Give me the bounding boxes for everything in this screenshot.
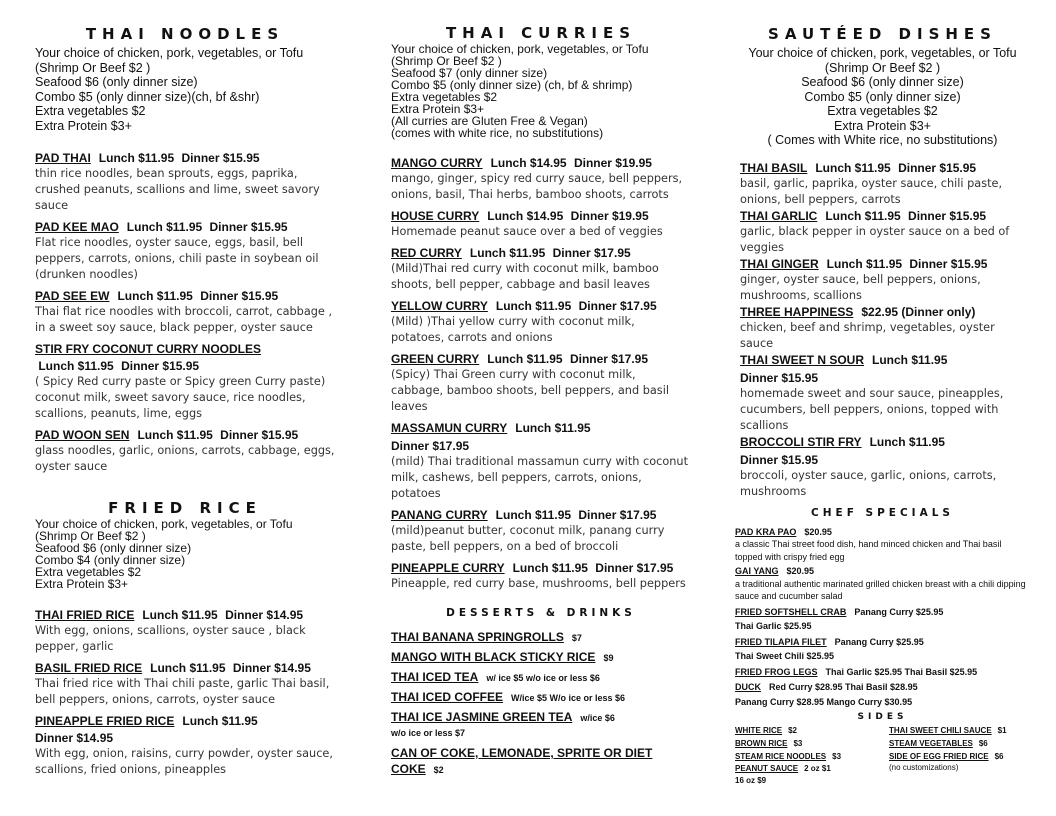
item-name: BASIL FRIED RICE — [35, 661, 143, 675]
chef-item-name: PAD KRA PAO — [735, 526, 797, 537]
intro-line: Extra vegetables $2 — [35, 565, 142, 579]
desserts-list — [391, 630, 691, 778]
side-item — [735, 763, 831, 774]
menu-item-broccoli-stir-fry — [740, 434, 1030, 500]
item-name: THAI FRIED RICE — [35, 608, 135, 622]
item-dinner-price: Dinner $15.95 — [209, 220, 288, 234]
item-name: THAI GINGER — [740, 256, 819, 271]
item-name: STIR FRY COCONUT CURRY NOODLES — [35, 342, 262, 356]
item-dinner-price: Dinner $15.95 — [908, 208, 987, 223]
item-dinner-price: Dinner $19.95 — [573, 156, 652, 170]
noodles-title: THAI NOODLES — [85, 25, 285, 43]
side-name: WHITE RICE — [735, 726, 783, 735]
chef-item-gai-yang — [735, 565, 1030, 578]
item-description: With egg, onion, raisins, curry powder, oyster sauce, scallions, fried onions, pineapples — [35, 747, 333, 776]
chef-item-name: FRIED TILAPIA FILET — [735, 636, 827, 647]
desserts-title: DESSERTS & DRINKS — [446, 607, 636, 619]
item-description: broccoli, oyster sauce, garlic, onions, carrots, mushrooms — [740, 468, 997, 498]
sauteed-title: SAUTÉED DISHES — [768, 25, 997, 43]
chef-item-name: DUCK — [735, 682, 761, 692]
intro-line: Extra Protein $3+ — [35, 118, 132, 133]
item-lunch-price: Lunch $11.95 — [98, 151, 175, 165]
item-description: ginger, oyster sauce, bell peppers, onions, mushrooms, scallions — [740, 272, 981, 302]
side-item — [889, 738, 988, 749]
menu-item-yellow-curry — [391, 298, 691, 346]
side-price: $2 — [788, 726, 798, 735]
intro-line: Your choice of chicken, pork, vegetables, or Tofu — [748, 46, 1017, 60]
item-lunch-price: Lunch $11.95 — [182, 714, 258, 728]
chef-item-tilapia — [735, 636, 1030, 649]
item-name: PANANG CURRY — [391, 508, 488, 522]
item-dinner-price: Dinner $19.95 — [570, 209, 649, 223]
side-item — [735, 751, 841, 762]
chef-item-description: a classic Thai street food dish, hand minced chicken and Thai basil topped with crispy fried egg — [735, 539, 1002, 562]
item-lunch-price: Lunch $11.95 — [515, 421, 591, 435]
side-item — [889, 725, 1007, 736]
chef-item-softshell-crab — [735, 606, 1030, 619]
menu-item-pad-kee-mao — [35, 219, 335, 283]
chef-item-price: $20.95 — [786, 566, 815, 576]
sides-title: SIDES — [857, 712, 908, 722]
item-dinner-price: Dinner $15.95 — [181, 151, 260, 165]
menu-item-thai-basil — [740, 160, 1030, 208]
item-dinner-price: Dinner $17.95 — [391, 439, 470, 453]
item-name: PINEAPPLE CURRY — [391, 561, 505, 575]
item-description: mango, ginger, spicy red curry sauce, bell peppers, onions, basil, Thai herbs, bamboo shoots, carrots — [391, 172, 683, 201]
side-name: STEAM RICE NOODLES — [735, 752, 827, 761]
drink-name: CAN OF COKE, LEMONADE, SPRITE OR DIET COKE — [391, 746, 653, 776]
fried-rice-intro — [35, 518, 335, 590]
intro-line: (Shrimp Or Beef $2 ) — [35, 529, 146, 543]
item-lunch-price: Lunch $11.95 — [150, 661, 226, 675]
intro-line: Extra Protein $3+ — [834, 118, 931, 133]
intro-line: Combo $5 (only dinner size)(ch, bf &shr) — [35, 89, 260, 104]
intro-line: Your choice of chicken, pork, vegetables, or Tofu — [391, 42, 649, 56]
item-description: (mild) Thai traditional massamun curry with coconut milk, cashews, bell peppers, carrots, onions, potatoes — [391, 455, 688, 500]
curries-title: THAI CURRIES — [445, 24, 637, 42]
menu-item-stir-fry-coconut-curry-noodles — [35, 341, 335, 422]
dessert-name: MANGO WITH BLACK STICKY RICE — [391, 650, 596, 664]
item-lunch-price: Lunch $11.95 — [826, 256, 903, 271]
item-dinner-price: Dinner $17.95 — [595, 561, 674, 575]
item-name: RED CURRY — [391, 246, 462, 260]
intro-line: (Shrimp Or Beef $2 ) — [35, 60, 151, 75]
chef-item-name: FRIED FROG LEGS — [735, 666, 818, 677]
column-middle — [391, 0, 691, 778]
item-description: Flat rice noodles, oyster sauce, eggs, basil, bell peppers, carrots, onions, chili paste in soybean oil (drunken noodles) — [35, 236, 319, 281]
item-dinner-price: Dinner $14.95 — [35, 731, 114, 745]
intro-line: Combo $5 (only dinner size) (ch, bf & shrimp) — [391, 78, 633, 92]
chef-item-frog-legs — [735, 666, 1030, 679]
side-price: $6 — [994, 752, 1004, 761]
drink-price: w/ice $6 — [580, 713, 615, 723]
side-name: SIDE OF EGG FRIED RICE — [889, 752, 989, 761]
item-dinner-price: Dinner $15.95 — [898, 160, 977, 175]
column-right — [735, 0, 1030, 785]
intro-line: (comes with white rice, no substitutions) — [391, 126, 604, 140]
menu-item-pineapple-fried-rice — [35, 713, 335, 778]
dessert-price: $9 — [603, 653, 614, 663]
intro-line: Your choice of chicken, pork, vegetables, or Tofu — [35, 517, 293, 531]
item-name: YELLOW CURRY — [391, 299, 488, 313]
item-description: (mild)peanut butter, coconut milk, panang curry paste, bell peppers, on a bed of broccoli — [391, 524, 665, 553]
intro-line: Your choice of chicken, pork, vegetables, or Tofu — [35, 46, 304, 60]
item-lunch-price: Lunch $11.95 — [487, 352, 563, 366]
chef-item-pad-kra-pao — [735, 526, 1030, 539]
item-description: glass noodles, garlic, onions, carrots, cabbage, eggs, oyster sauce — [35, 444, 335, 473]
item-lunch-price: Lunch $11.95 — [512, 561, 588, 575]
side-price: 2 oz $1 — [804, 764, 831, 773]
item-lunch-price: Lunch $11.95 — [117, 289, 193, 303]
side-price-extra — [735, 775, 766, 786]
item-description: Thai flat rice noodles with broccoli, carrot, cabbage , in a sweet soy sauce, black pepper, oyster sauce — [35, 305, 333, 334]
item-name: THREE HAPPINESS — [740, 304, 854, 319]
side-price: $6 — [978, 739, 988, 748]
drink-price: w/o ice or less $7 — [391, 728, 466, 738]
item-lunch-price: Lunch $14.95 — [487, 209, 564, 223]
item-name: PAD KEE MAO — [35, 220, 119, 234]
drink-item — [391, 710, 691, 725]
item-name: THAI BASIL — [740, 160, 808, 175]
dessert-name: THAI BANANA SPRINGROLLS — [391, 630, 564, 644]
item-description: Thai fried rice with Thai chili paste, garlic Thai basil, bell peppers, onions, carrots, oyster sauce — [35, 677, 330, 706]
intro-line: Combo $4 (only dinner size) — [35, 553, 186, 567]
intro-line: (Shrimp Or Beef $2 ) — [824, 60, 941, 75]
side-item — [735, 725, 797, 736]
item-dinner-price: Dinner $15.95 — [220, 428, 299, 442]
side-name: THAI SWEET CHILI SAUCE — [889, 726, 992, 735]
item-lunch-price: Lunch $11.95 — [825, 208, 901, 223]
item-dinner-price: Dinner $14.95 — [225, 608, 304, 622]
intro-line: ( Comes with White rice, no substitutions) — [767, 133, 998, 147]
chef-item-price: Thai Garlic $25.95 — [735, 621, 812, 631]
intro-line: Extra Protein $3+ — [391, 102, 485, 116]
item-name: PAD SEE EW — [35, 289, 110, 303]
drink-name: THAI ICE JASMINE GREEN TEA — [391, 710, 573, 724]
side-price: $1 — [997, 726, 1007, 735]
chef-item-description: a traditional authentic marinated grilled chicken breast with a chili dipping sauce and cucumber salad — [735, 578, 1026, 601]
side-name: PEANUT SAUCE — [735, 764, 799, 773]
item-name: PAD THAI — [35, 151, 91, 165]
chef-item-price: Panang Curry $25.95 — [854, 606, 944, 617]
drink-name: THAI ICED TEA — [391, 670, 479, 684]
item-dinner-price: Dinner $15.95 — [740, 452, 819, 467]
chef-specials-title: CHEF SPECIALS — [811, 506, 954, 519]
chef-item-name: FRIED SOFTSHELL CRAB — [735, 606, 847, 617]
item-lunch-price: Lunch $11.95 — [869, 434, 945, 449]
column-left — [35, 0, 335, 778]
drink-price: W/ice $5 W/o ice or less $6 — [511, 693, 626, 703]
menu-item-pineapple-curry — [391, 560, 691, 592]
item-lunch-price: Lunch $11.95 — [126, 220, 203, 234]
menu-item-thai-ginger — [740, 256, 1030, 304]
item-dinner-price: Dinner $17.95 — [552, 246, 631, 260]
item-lunch-price: $22.95 (Dinner only) — [861, 304, 976, 319]
chef-item-price: $20.95 — [804, 526, 832, 537]
item-name: THAI GARLIC — [740, 208, 818, 223]
side-name: BROWN RICE — [735, 739, 788, 748]
item-name: HOUSE CURRY — [391, 209, 480, 223]
item-dinner-price: Dinner $14.95 — [232, 661, 311, 675]
item-dinner-price: Dinner $17.95 — [578, 299, 657, 313]
chef-item-price: Thai Garlic $25.95 Thai Basil $25.95 — [825, 666, 978, 677]
drink-item — [391, 670, 691, 685]
chef-item-name: GAI YANG — [735, 566, 779, 576]
item-lunch-price: Lunch $11.95 — [142, 608, 218, 622]
item-dinner-price: Dinner $15.95 — [121, 359, 200, 373]
item-lunch-price: Lunch $11.95 — [872, 352, 948, 367]
item-description: chicken, beef and shrimp, vegetables, oyster sauce — [740, 320, 995, 350]
item-description: basil, garlic, paprika, oyster sauce, chili paste, onions, bell peppers, carrots — [740, 176, 1003, 206]
side-name: STEAM VEGETABLES — [889, 739, 973, 748]
curries-intro — [391, 43, 691, 139]
item-lunch-price: Lunch $11.95 — [495, 299, 572, 313]
item-description: (Mild) )Thai yellow curry with coconut milk, potatoes, carrots and onions — [391, 315, 635, 344]
item-description: With egg, onions, scallions, oyster sauce , black pepper, garlic — [35, 624, 306, 653]
menu-item-pad-thai — [35, 150, 335, 214]
sides-list — [735, 725, 1030, 785]
chef-item-price: Red Curry $28.95 Thai Basil $28.95 — [769, 682, 918, 692]
item-dinner-price: Dinner $15.95 — [200, 289, 279, 303]
menu-item-massamun-curry — [391, 420, 691, 502]
side-note-text: (no customizations) — [889, 763, 959, 772]
drink-item — [391, 690, 691, 705]
item-description: (Spicy) Thai Green curry with coconut milk, cabbage, bamboo shoots, bell peppers, and basil leaves — [391, 368, 669, 413]
drink-name: THAI ICED COFFEE — [391, 690, 504, 704]
intro-line: Extra vegetables $2 — [35, 104, 146, 118]
item-dinner-price: Dinner $17.95 — [578, 508, 657, 522]
drink-price: $2 — [433, 765, 444, 775]
item-lunch-price: Lunch $14.95 — [490, 156, 567, 170]
dessert-price: $7 — [571, 633, 582, 643]
item-lunch-price: Lunch $11.95 — [137, 428, 213, 442]
intro-line: Seafood $6 (only dinner size) — [801, 75, 964, 89]
menu-item-thai-fried-rice — [35, 607, 335, 655]
item-lunch-price: Lunch $11.95 — [495, 508, 572, 522]
item-description: ( Spicy Red curry paste or Spicy green Curry paste) coconut milk, sweet savory sauce, rice noodles, scallions, peanuts, lime, eggs — [35, 375, 326, 420]
intro-line: Extra vegetables $2 — [827, 104, 938, 118]
item-description: Homemade peanut sauce over a bed of veggies — [391, 225, 663, 238]
chef-item-price: Panang Curry $25.95 — [834, 636, 924, 647]
item-description: homemade sweet and sour sauce, pineapples, cucumbers, bell peppers, onions, topped with scallions — [740, 386, 1004, 432]
item-description: thin rice noodles, bean sprouts, eggs, paprika, crushed peanuts, scallions and lime, sweet savory sauce — [35, 167, 320, 212]
intro-line: (All curries are Gluten Free & Vegan) — [391, 114, 588, 128]
side-price: $3 — [793, 739, 803, 748]
menu-item-mango-curry — [391, 155, 691, 203]
chef-item-price: Thai Sweet Chili $25.95 — [735, 651, 835, 661]
drink-item — [391, 745, 661, 778]
drink-item-extra — [391, 725, 691, 740]
intro-line: Combo $5 (only dinner size) — [804, 89, 961, 104]
noodles-intro — [35, 46, 335, 133]
item-name: PAD WOON SEN — [35, 428, 130, 442]
item-lunch-price: Lunch $11.95 — [38, 359, 114, 373]
item-name: MASSAMUN CURRY — [391, 421, 508, 435]
side-price: $3 — [832, 752, 842, 761]
intro-line: (Shrimp Or Beef $2 ) — [391, 54, 502, 68]
menu-item-thai-garlic — [740, 208, 1030, 256]
item-dinner-price: Dinner $15.95 — [740, 370, 819, 385]
item-name: MANGO CURRY — [391, 156, 483, 170]
item-dinner-price: Dinner $17.95 — [569, 352, 648, 366]
item-name: GREEN CURRY — [391, 352, 480, 366]
item-name: THAI SWEET N SOUR — [740, 352, 865, 367]
item-dinner-price: Dinner $15.95 — [909, 256, 988, 271]
fried-rice-title: FRIED RICE — [108, 499, 262, 517]
item-lunch-price: Lunch $11.95 — [815, 160, 891, 175]
menu-item-red-curry — [391, 245, 691, 293]
menu-item-basil-fried-rice — [35, 660, 335, 708]
dessert-item — [391, 650, 691, 665]
intro-line: Extra vegetables $2 — [391, 90, 498, 104]
menu-item-house-curry — [391, 208, 691, 240]
item-description: Pineapple, red curry base, mushrooms, bell peppers — [391, 577, 686, 590]
item-name: BROCCOLI STIR FRY — [740, 434, 862, 449]
intro-line: Seafood $7 (only dinner size) — [391, 66, 548, 80]
menu-item-pad-see-ew — [35, 288, 335, 336]
menu-item-pad-woon-sen — [35, 427, 335, 475]
chef-item-price: Panang Curry $28.95 Mango Curry $30.95 — [735, 696, 913, 707]
side-item — [735, 738, 802, 749]
item-description: garlic, black pepper in oyster sauce on a bed of veggies — [740, 224, 1010, 254]
chef-item-duck — [735, 681, 1030, 694]
drink-price: w/ ice $5 w/o ice or less $6 — [486, 673, 600, 683]
item-lunch-price: Lunch $11.95 — [469, 246, 546, 260]
side-item — [889, 751, 1003, 762]
item-description: (Mild)Thai red curry with coconut milk, bamboo shoots, bell pepper, cabbage and basil leaves — [391, 262, 659, 291]
item-name: PINEAPPLE FRIED RICE — [35, 714, 175, 728]
menu-item-panang-curry — [391, 507, 691, 555]
side-price: 16 oz $9 — [735, 776, 767, 785]
intro-line: Seafood $6 (only dinner size) — [35, 75, 198, 89]
menu-item-thai-sweet-n-sour — [740, 352, 1030, 434]
menu-item-three-happiness — [740, 304, 1030, 352]
intro-line: Extra Protein $3+ — [35, 577, 129, 591]
dessert-item — [391, 630, 691, 645]
chef-specials-list — [735, 526, 1030, 709]
side-note — [889, 762, 958, 773]
sauteed-intro — [735, 46, 1030, 148]
intro-line: Seafood $6 (only dinner size) — [35, 541, 192, 555]
menu-item-green-curry — [391, 351, 691, 415]
